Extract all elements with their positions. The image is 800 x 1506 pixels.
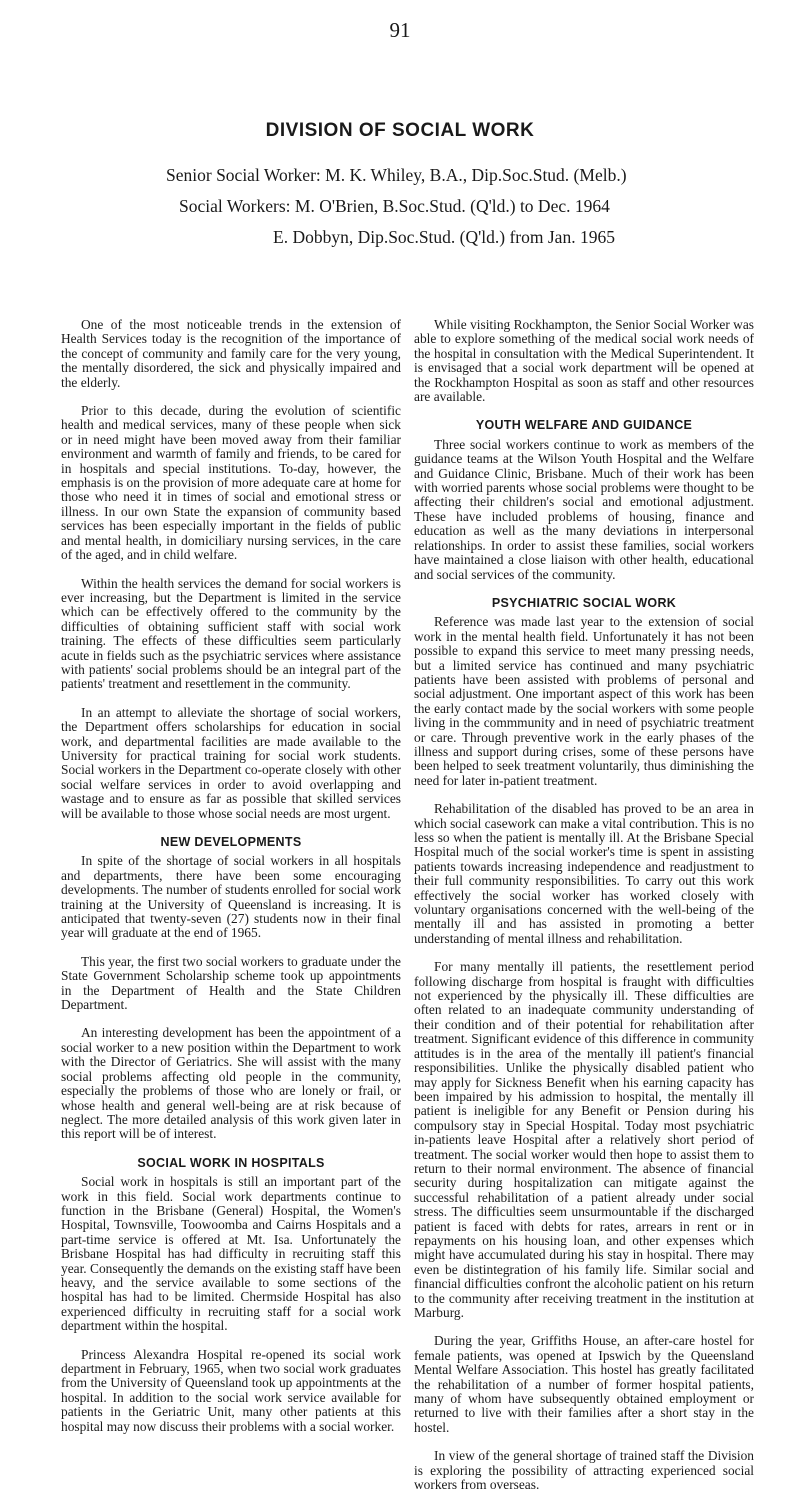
section-heading-psychiatric-social-work: PSYCHIATRIC SOCIAL WORK xyxy=(491,595,677,610)
right-column xyxy=(414,318,754,1506)
senior-social-worker-line: Senior Social Worker: M. K. Whiley, B.A., Dip.Soc.Stud. (Melb.) xyxy=(166,165,627,185)
paragraph: Within the health services the demand for social workers is ever increasing, but the Department is limited in the service which can be effectively offered to the community by the difficulties of obtaining sufficient staff with social work training. The effects of these difficulties seem particularly acute in fields such as the psychiatric services where assistance with patients' social problems should be an integral part of the patients' treatment and resettlement in the community. xyxy=(61,575,401,692)
left-column xyxy=(61,318,401,1448)
paragraph: In view of the general shortage of trained staff the Division is exploring the possibility of attracting experienced social workers from overseas. xyxy=(414,1448,754,1493)
paragraph: An interesting development has been the appointment of a social worker to a new position within the Department to work with the Director of Geriatrics. She will assist with the many social problems affecting old people in the community, especially the problems of those who are lonely or frail, or whose health and general well-being are at risk because of neglect. The more detailed analysis of this work given later in this report will be of interest. xyxy=(61,1025,401,1142)
social-worker-dobbyn-line: E. Dobbyn, Dip.Soc.Stud. (Q'ld.) from Jan. 1965 xyxy=(273,227,615,247)
paragraph: In an attempt to alleviate the shortage of social workers, the Department offers scholarships for education in social work, and departmental facilities are made available to the University for practical training for social work students. Social workers in the Department co-operate closely with other social welfare services in order to avoid overlapping and wastage and to ensure as far as possible that skilled services will be available to those whose social needs are most urgent. xyxy=(61,704,401,821)
paragraph: Prior to this decade, during the evolution of scientific health and medical services, many of these people when sick or in need might have been moved away from their familiar environment and warmth of family and friends, to be cared for in hospitals and special institutions. To-day, however, the emphasis is on the provision of more adequate care at home for those who need it in times of social and emotional stress or illness. In our own State the expansion of community based services has been especially important in the fields of public and mental health, in domiciliary nursing services, in the care of the aged, and in child welfare. xyxy=(61,403,401,563)
paragraph: During the year, Griffiths House, an after-care hostel for female patients, was opened at Ipswich by the Queensland Mental Welfare Association. This hostel has greatly facilitated the rehabilitation of a number of former hospital patients, many of whom have subsequently obtained employment or returned to live with their families after a short stay in the hostel. xyxy=(414,1333,754,1435)
section-heading-youth-welfare: YOUTH WELFARE AND GUIDANCE xyxy=(475,418,693,433)
staff-listing xyxy=(166,160,766,253)
paragraph: Princess Alexandra Hospital re-opened its social work department in February, 1965, when two social work graduates from the University of Queensland took up appointments at the hospital. In addition to the social work service available for patients in the Geriatric Unit, many other patients at this hospital may now discuss their problems with a social worker. xyxy=(61,1346,401,1434)
paragraph: For many mentally ill patients, the resettlement period following discharge from hospital is fraught with difficulties not experienced by the physically ill. These difficulties are often related to an inadequate community understanding of their condition and of their potential for rehabilitation after treatment. Significant evidence of this difference in community attitudes is in the area of the mentally ill patient's financial responsibilities. Unlike the physically disabled patient who may apply for Sickness Benefit when his earning capacity has been impaired by his admission to hospital, the mentally ill patient is ineligible for any Benefit or Pension during his compulsory stay in Special Hospital. Today most psychiatric in-patients leave Hospital after a relatively short period of treatment. The social worker would then hope to assist them to return to their normal environment. The absence of financial security during hospitalization can mitigate against the successful rehabilitation of a patient already under social stress. The difficulties seem unsurmountable if the discharged patient is faced with debts for rates, arrears in rent or in repayments on his housing loan, and other expenses which might have accumulated during his stay in hospital. There may even be distintegration of his family life. Similar social and financial difficulties confront the alcoholic patient on his return to the community after receiving treatment in the institution at Marburg. xyxy=(414,959,754,1320)
page-title: DIVISION OF SOCIAL WORK xyxy=(265,120,535,141)
paragraph: Three social workers continue to work as members of the guidance teams at the Wilson Youth Hospital and the Welfare and Guidance Clinic, Brisbane. Much of their work has been with worried parents whose social problems were thought to be affecting their children's social and emotional adjustment. These have included problems of housing, finance and education as well as the many deviations in interpersonal relationships. In order to assist these families, social workers have maintained a close liaison with other health, educational and social services of the community. xyxy=(414,436,754,582)
paragraph: This year, the first two social workers to graduate under the State Government Scholarship scheme took up appointments in the Department of Health and the State Children Department. xyxy=(61,953,401,1013)
section-heading-social-work-in-hospitals: SOCIAL WORK IN HOSPITALS xyxy=(137,1155,325,1170)
paragraph: While visiting Rockhampton, the Senior Social Worker was able to explore something of the medical social work needs of the hospital in consultation with the Medical Superintendent. It is envisaged that a social work department will be opened at the Rockhampton Hospital as soon as staff and other resources are available. xyxy=(414,317,754,405)
section-heading-new-developments: NEW DEVELOPMENTS xyxy=(160,835,302,849)
page-number: 91 xyxy=(389,18,411,42)
paragraph: One of the most noticeable trends in the extension of Health Services today is the recognition of the importance of the concept of community and family care for the very young, the mentally disordered, the sick and physically impaired and the elderly. xyxy=(61,317,401,390)
paragraph: Social work in hospitals is still an important part of the work in this field. Social work departments continue to function in the Brisbane (General) Hospital, the Women's Hospital, Townsville, Toowoomba and Cairns Hospitals and a part-time service is offered at Mt. Isa. Unfortunately the Brisbane Hospital has had difficulty in recruiting staff this year. Consequently the demands on the existing staff have been heavy, and the service available to some sections of the hospital has had to be limited. Chermside Hospital has also experienced difficulty in recruiting staff for a social work department within the hospital. xyxy=(61,1174,401,1334)
paragraph: Rehabilitation of the disabled has proved to be an area in which social casework can make a vital contribution. This is no less so when the patient is mentally ill. At the Brisbane Special Hospital much of the social worker's time is spent in assisting patients towards increasing independence and readjustment to their full community responsibilities. To carry out this work effectively the social worker has worked closely with voluntary organisations concerned with the well-being of the mentally ill and has assisted in promoting a better understanding of mental illness and rehabilitation. xyxy=(414,801,755,946)
paragraph: In spite of the shortage of social workers in all hospitals and departments, there have been some encouraging developments. The number of students enrolled for social work training at the University of Queensland is increasing. It is anticipated that twenty-seven (27) students now in their final year will graduate at the end of 1965. xyxy=(61,853,401,941)
social-workers-line: Social Workers: M. O'Brien, B.Soc.Stud. (Q'ld.) to Dec. 1964 xyxy=(179,196,610,216)
paragraph: Reference was made last year to the extension of social work in the mental health field. Unfortunately it has not been possible to expand this service to meet many pressing needs, but a limited service has continued and many psychiatric patients have been assisted with problems of personal and social adjustment. One important aspect of this work has been the early contact made by the social workers with some people living in the commmunity and in need of psychiatric treatment or care. Through preventive work in the early phases of the illness and support during crises, some of these persons have been helped to seek treatment voluntarily, thus diminishing the need for later in-patient treatment. xyxy=(414,614,754,788)
